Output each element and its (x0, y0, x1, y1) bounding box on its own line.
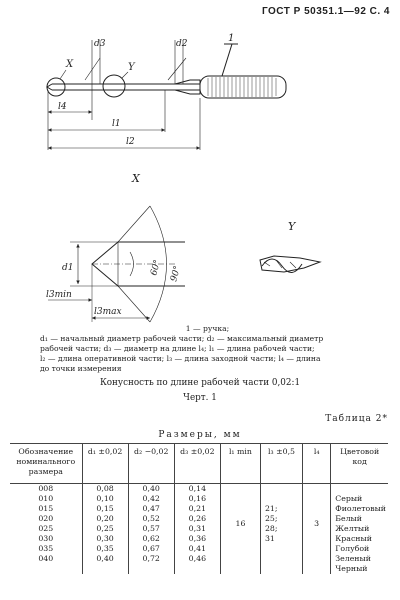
detail-x-title: X (132, 172, 140, 185)
label-handle-number: 1 (228, 33, 235, 44)
taper-note: Конусность по длине рабочей части 0,02:1 (99, 378, 301, 388)
cell (220, 564, 260, 574)
cell: Зеленый (331, 554, 388, 564)
cell: Голубой (331, 544, 388, 554)
label-l3max: l3max (94, 307, 122, 317)
cell: 030 (38, 534, 54, 543)
detail-y-view (260, 256, 320, 273)
cell: 31 (260, 534, 302, 544)
cell: 0,35 (82, 544, 128, 554)
cell: 0,72 (128, 554, 174, 564)
col-header: l₁ min (220, 444, 260, 484)
table-row (10, 514, 388, 524)
cell (260, 484, 302, 495)
cell: 015 (38, 504, 54, 513)
cell: 0,08 (82, 484, 128, 495)
label-60: 60° (149, 258, 164, 277)
cell (331, 484, 388, 495)
legend (40, 324, 375, 374)
cell: 0,40 (82, 554, 128, 564)
cell: 008 (38, 484, 54, 493)
table-row (10, 554, 388, 564)
cell: 0,46 (174, 554, 220, 564)
cell: Красный (331, 534, 388, 544)
cell: 0,25 (82, 524, 128, 534)
cell: 0,20 (82, 514, 128, 524)
figure-label: Черт. 1 (183, 393, 217, 403)
label-l1: l1 (112, 119, 121, 129)
cell: 0,36 (174, 534, 220, 544)
label-y: Y (128, 62, 135, 73)
table-caption: Размеры, мм (158, 430, 242, 440)
table-row (10, 524, 388, 534)
cell (260, 554, 302, 564)
table-row (10, 504, 388, 514)
cell: 0,41 (174, 544, 220, 554)
cell: 0,14 (174, 484, 220, 495)
handle (200, 76, 286, 98)
label-90: 90° (169, 264, 184, 283)
label-l3min: l3min (46, 290, 72, 300)
page-header: ГОСТ Р 50351.1—92 С. 4 (261, 6, 390, 17)
cell: 21; (260, 504, 302, 514)
cell: 0,67 (128, 544, 174, 554)
cell: 0,42 (128, 494, 174, 504)
table-row (10, 484, 388, 495)
cell: Фиолетовый (331, 504, 388, 514)
col-header: d₁ ±0,02 (82, 444, 128, 484)
cell (174, 564, 220, 574)
cell: 035 (38, 544, 54, 553)
cell: 010 (38, 494, 54, 503)
cell: 0,10 (82, 494, 128, 504)
legend-title: 1 — ручка; (185, 324, 230, 333)
legend-line: рабочей части; d₃ — диаметр на длине l₄; l₁ — длина рабочей части; (40, 344, 315, 353)
label-d1: d1 (62, 263, 74, 273)
label-l4: l4 (58, 102, 67, 112)
cell: 0,62 (128, 534, 174, 544)
col-header: Цветовой код (331, 444, 388, 484)
cell: Белый (331, 514, 388, 524)
label-l2: l2 (126, 137, 135, 147)
table-row (10, 534, 388, 544)
detail-x-view (46, 206, 185, 322)
col-header: l₃ ±0,5 (260, 444, 302, 484)
detail-y-title: Y (288, 220, 296, 233)
cell: 0,21 (174, 504, 220, 514)
cell: 0,31 (174, 524, 220, 534)
cell (128, 564, 174, 574)
table-row (10, 544, 388, 554)
label-d3: d3 (94, 39, 106, 49)
cell (10, 564, 82, 574)
table-number: Таблица 2* (325, 414, 388, 424)
col-header: Обозначение номинального размера (10, 444, 82, 484)
col-header: l₄ (303, 444, 331, 484)
table-row (10, 494, 388, 504)
cell: 0,15 (82, 504, 128, 514)
dimensions-table (10, 443, 388, 574)
cell (260, 544, 302, 554)
cell: Желтый (331, 524, 388, 534)
cell (82, 564, 128, 574)
cell: 0,40 (128, 484, 174, 495)
cell: 040 (38, 554, 54, 563)
l1-cell: 16 (220, 484, 260, 565)
detail-x-circle (47, 78, 65, 96)
cell: 0,16 (174, 494, 220, 504)
detail-y-circle (103, 75, 125, 97)
legend-line: l₂ — длина оперативной части; l₃ — длина заходной части; l₄ — длина (40, 354, 321, 363)
cell: 0,47 (128, 504, 174, 514)
col-header: d₂ −0,02 (128, 444, 174, 484)
l4-cell: 3 (303, 484, 331, 565)
cell (303, 564, 331, 574)
cell: 28; (260, 524, 302, 534)
col-header: d₃ ±0,02 (174, 444, 220, 484)
cell: 020 (38, 514, 54, 523)
cell: 0,26 (174, 514, 220, 524)
legend-line: d₁ — начальный диаметр рабочей части; d₂ — максимальный диаметр (40, 334, 324, 343)
cell: Серый (331, 494, 388, 504)
label-d2: d2 (176, 39, 188, 49)
cell (260, 564, 302, 574)
cell: 25; (260, 514, 302, 524)
cell: Черный (331, 564, 388, 574)
cell: 025 (38, 524, 54, 533)
cell: 0,30 (82, 534, 128, 544)
legend-line: до точки измерения (40, 364, 122, 373)
table-header-row (10, 444, 388, 484)
cell: 0,52 (128, 514, 174, 524)
table-row (10, 564, 388, 574)
label-x: X (66, 59, 74, 70)
cell (260, 494, 302, 504)
cell: 0,57 (128, 524, 174, 534)
